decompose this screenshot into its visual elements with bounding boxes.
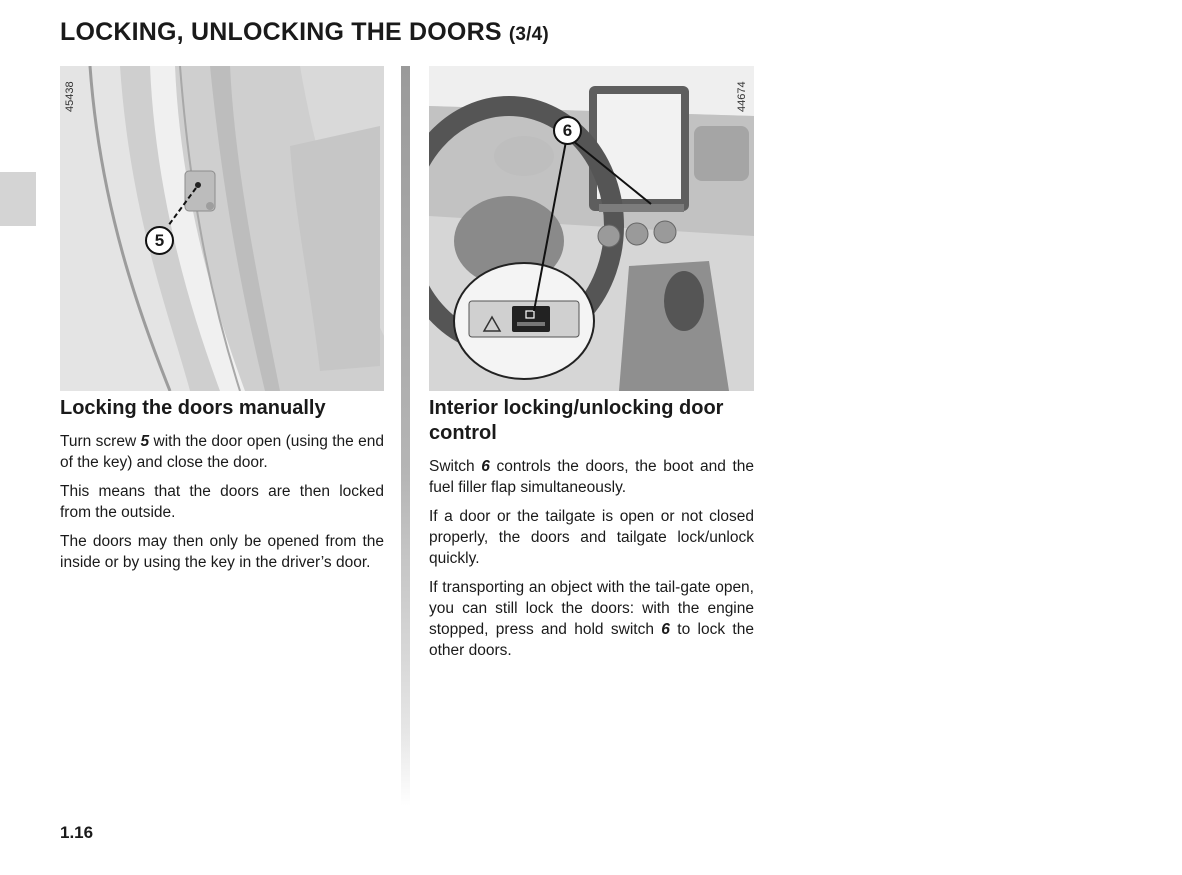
paragraph: This means that the doors are then locked from the outside. (60, 483, 384, 521)
left-column (60, 396, 384, 581)
switch-ref: 6 (661, 621, 670, 638)
paragraph: Turn screw 5 with the door open (using the end of the key) and close the door. (60, 433, 384, 471)
dashboard-illustration (429, 66, 754, 391)
door-drawing (60, 66, 384, 391)
paragraph: If transporting an object with the tail-gate open, you can still lock the doors: with the engine stopped, press and hold switch 6 to lock the other doors. (429, 579, 754, 659)
screw-ref: 5 (140, 433, 150, 450)
section-tab (0, 172, 36, 226)
page-title-part: (3/4) (508, 24, 549, 45)
paragraph: Switch 6 controls the doors, the boot and the fuel filler flap simultaneously. (429, 458, 754, 496)
page-number: 1.16 (60, 823, 94, 842)
column-divider (401, 66, 410, 806)
door-illustration (60, 66, 384, 391)
section-heading: Interior locking/unlocking door control (429, 397, 724, 444)
dashboard-drawing (429, 66, 754, 391)
paragraph: The doors may then only be opened from the inside or by using the key in the driver’s door. (60, 533, 384, 571)
right-column (429, 396, 754, 669)
callout-5: 5 (145, 226, 174, 255)
switch-ref: 6 (481, 458, 490, 475)
page-title-text: LOCKING, UNLOCKING THE DOORS (60, 18, 502, 46)
figure-code: 45438 (64, 81, 76, 112)
section-heading: Locking the doors manually (60, 397, 326, 419)
figure-code: 44674 (736, 81, 748, 112)
paragraph: If a door or the tailgate is open or not closed properly, the doors and tailgate lock/unlock quickly. (429, 508, 754, 567)
page-title (60, 18, 549, 47)
callout-6: 6 (553, 116, 582, 145)
